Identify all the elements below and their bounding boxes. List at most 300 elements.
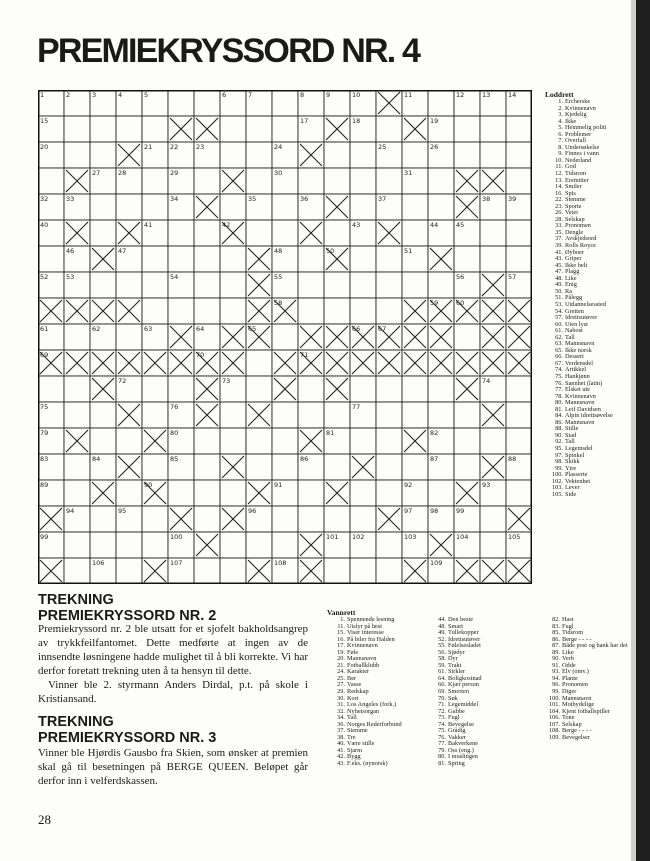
grid-cell[interactable]: [168, 376, 194, 402]
grid-cell[interactable]: [90, 116, 116, 142]
clue-text: Artikkel: [565, 366, 586, 374]
grid-cell[interactable]: [272, 506, 298, 532]
grid-cell[interactable]: [38, 116, 64, 142]
grid-cell[interactable]: [116, 506, 142, 532]
grid-cell[interactable]: [402, 246, 428, 272]
grid-cell[interactable]: [64, 454, 90, 480]
grid-cell[interactable]: [272, 480, 298, 506]
grid-cell[interactable]: [298, 246, 324, 272]
blocked-cell: [38, 350, 64, 376]
grid-cell[interactable]: [64, 324, 90, 350]
blocked-cell: [298, 558, 324, 584]
grid-cell[interactable]: [246, 532, 272, 558]
grid-cell[interactable]: [64, 480, 90, 506]
grid-cell[interactable]: [324, 220, 350, 246]
cell-number: 10: [352, 91, 361, 99]
grid-cell[interactable]: [194, 324, 220, 350]
grid-cell[interactable]: [480, 428, 506, 454]
grid-cell[interactable]: [402, 402, 428, 428]
clue-item: [545, 492, 613, 499]
grid-cell[interactable]: [376, 194, 402, 220]
grid-cell[interactable]: [90, 402, 116, 428]
grid-cell[interactable]: [506, 428, 532, 454]
grid-cell[interactable]: [116, 246, 142, 272]
grid-cell[interactable]: [220, 532, 246, 558]
grid-cell[interactable]: [480, 116, 506, 142]
grid-cell[interactable]: [350, 532, 376, 558]
grid-cell[interactable]: [272, 428, 298, 454]
grid-cell[interactable]: [64, 402, 90, 428]
grid-cell[interactable]: [298, 116, 324, 142]
grid-cell[interactable]: [90, 558, 116, 584]
grid-cell[interactable]: [298, 298, 324, 324]
clue-text: Legemsdel: [565, 444, 593, 452]
grid-cell[interactable]: [506, 142, 532, 168]
grid-cell[interactable]: [506, 376, 532, 402]
grid-cell[interactable]: [116, 480, 142, 506]
grid-cell[interactable]: [324, 454, 350, 480]
grid-cell[interactable]: [428, 402, 454, 428]
grid-cell[interactable]: [350, 480, 376, 506]
grid-cell[interactable]: [506, 168, 532, 194]
grid-cell[interactable]: [402, 454, 428, 480]
cell-number: 45: [456, 221, 465, 229]
grid-cell[interactable]: [376, 402, 402, 428]
grid-cell[interactable]: [142, 454, 168, 480]
grid-cell[interactable]: [38, 272, 64, 298]
grid-cell[interactable]: [194, 506, 220, 532]
grid-cell[interactable]: [168, 298, 194, 324]
grid-cell[interactable]: [142, 246, 168, 272]
grid-cell[interactable]: [142, 116, 168, 142]
grid-cell[interactable]: [324, 298, 350, 324]
cell-number: 101: [326, 533, 339, 541]
grid-cell[interactable]: [142, 376, 168, 402]
grid-cell[interactable]: [246, 220, 272, 246]
grid-cell[interactable]: [402, 220, 428, 246]
grid-cell[interactable]: [272, 168, 298, 194]
grid-cell[interactable]: [116, 428, 142, 454]
grid-cell[interactable]: [350, 168, 376, 194]
grid-cell[interactable]: [168, 246, 194, 272]
grid-cell[interactable]: [454, 142, 480, 168]
grid-cell[interactable]: [142, 324, 168, 350]
grid-cell[interactable]: [272, 116, 298, 142]
grid-cell[interactable]: [324, 428, 350, 454]
grid-cell[interactable]: [38, 194, 64, 220]
nr2-heading: [38, 593, 216, 624]
grid-cell[interactable]: [64, 272, 90, 298]
grid-cell[interactable]: [428, 506, 454, 532]
grid-cell[interactable]: [220, 402, 246, 428]
grid-cell[interactable]: [350, 558, 376, 584]
grid-cell[interactable]: [480, 246, 506, 272]
grid-cell[interactable]: [350, 90, 376, 116]
grid-cell[interactable]: [194, 454, 220, 480]
grid-cell[interactable]: [116, 194, 142, 220]
grid-cell[interactable]: [90, 324, 116, 350]
clue-item: [540, 735, 628, 742]
blocked-cell: [376, 220, 402, 246]
grid-cell[interactable]: [142, 90, 168, 116]
grid-cell[interactable]: [428, 168, 454, 194]
grid-cell[interactable]: [194, 142, 220, 168]
grid-cell[interactable]: [220, 272, 246, 298]
grid-cell[interactable]: [90, 428, 116, 454]
grid-cell[interactable]: [38, 376, 64, 402]
grid-cell[interactable]: [64, 506, 90, 532]
grid-cell[interactable]: [376, 376, 402, 402]
clue-number: 48.: [438, 622, 446, 630]
grid-cell[interactable]: [480, 480, 506, 506]
grid-cell[interactable]: [506, 194, 532, 220]
clue-number: 80.: [438, 753, 446, 761]
grid-cell[interactable]: [324, 402, 350, 428]
grid-cell[interactable]: [168, 142, 194, 168]
grid-cell[interactable]: [220, 142, 246, 168]
grid-cell[interactable]: [246, 194, 272, 220]
grid-cell[interactable]: [246, 428, 272, 454]
grid-cell[interactable]: [350, 428, 376, 454]
cell-number: 91: [274, 481, 283, 489]
grid-cell[interactable]: [298, 272, 324, 298]
grid-cell[interactable]: [64, 116, 90, 142]
grid-cell[interactable]: [220, 90, 246, 116]
grid-cell[interactable]: [168, 428, 194, 454]
grid-cell[interactable]: [428, 194, 454, 220]
grid-cell[interactable]: [506, 272, 532, 298]
grid-cell[interactable]: [454, 428, 480, 454]
grid-cell[interactable]: [376, 168, 402, 194]
grid-cell[interactable]: [90, 272, 116, 298]
grid-cell[interactable]: [350, 376, 376, 402]
grid-cell[interactable]: [376, 558, 402, 584]
cell-number: 64: [196, 325, 205, 333]
grid-cell[interactable]: [90, 194, 116, 220]
grid-cell[interactable]: [506, 90, 532, 116]
grid-cell[interactable]: [246, 506, 272, 532]
crossword-grid[interactable]: [38, 90, 532, 584]
grid-cell[interactable]: [324, 532, 350, 558]
grid-cell[interactable]: [64, 246, 90, 272]
clue-number: 28.: [555, 215, 563, 223]
grid-cell[interactable]: [220, 480, 246, 506]
grid-cell[interactable]: [142, 532, 168, 558]
clue-text: Berge - - - -: [562, 635, 592, 643]
grid-cell[interactable]: [142, 194, 168, 220]
grid-cell[interactable]: [454, 272, 480, 298]
grid-cell[interactable]: [168, 480, 194, 506]
grid-cell[interactable]: [376, 480, 402, 506]
grid-cell[interactable]: [506, 454, 532, 480]
grid-cell[interactable]: [454, 506, 480, 532]
grid-cell[interactable]: [116, 272, 142, 298]
grid-cell[interactable]: [90, 532, 116, 558]
grid-cell[interactable]: [90, 454, 116, 480]
grid-cell[interactable]: [480, 194, 506, 220]
grid-cell[interactable]: [298, 454, 324, 480]
grid-cell[interactable]: [116, 168, 142, 194]
grid-cell[interactable]: [272, 194, 298, 220]
grid-cell[interactable]: [298, 402, 324, 428]
grid-cell[interactable]: [506, 116, 532, 142]
grid-cell[interactable]: [376, 298, 402, 324]
grid-cell[interactable]: [168, 558, 194, 584]
grid-cell[interactable]: [64, 194, 90, 220]
grid-cell[interactable]: [142, 220, 168, 246]
grid-cell[interactable]: [220, 246, 246, 272]
nr3-heading-line1: TREKNING: [38, 714, 114, 730]
clue-text: Verb: [562, 655, 574, 663]
grid-cell[interactable]: [194, 428, 220, 454]
grid-cell[interactable]: [246, 350, 272, 376]
grid-cell[interactable]: [350, 116, 376, 142]
grid-cell[interactable]: [168, 194, 194, 220]
grid-cell[interactable]: [220, 298, 246, 324]
grid-cell[interactable]: [298, 168, 324, 194]
grid-cell[interactable]: [220, 428, 246, 454]
cell-number: 71: [300, 351, 309, 359]
grid-cell[interactable]: [428, 220, 454, 246]
grid-cell[interactable]: [38, 220, 64, 246]
grid-cell[interactable]: [246, 116, 272, 142]
grid-cell[interactable]: [168, 454, 194, 480]
grid-cell[interactable]: [168, 220, 194, 246]
grid-cell[interactable]: [350, 220, 376, 246]
blocked-cell: [298, 350, 324, 376]
grid-cell[interactable]: [402, 532, 428, 558]
grid-cell[interactable]: [272, 246, 298, 272]
grid-cell[interactable]: [428, 272, 454, 298]
grid-cell[interactable]: [194, 558, 220, 584]
grid-cell[interactable]: [402, 194, 428, 220]
grid-cell[interactable]: [402, 272, 428, 298]
clue-number: 103.: [551, 484, 563, 492]
blocked-cell: [454, 480, 480, 506]
grid-cell[interactable]: [194, 480, 220, 506]
clue-number: 21.: [337, 661, 345, 669]
grid-cell[interactable]: [480, 506, 506, 532]
cell-number: 65: [248, 325, 257, 333]
grid-cell[interactable]: [350, 142, 376, 168]
grid-cell[interactable]: [246, 376, 272, 402]
grid-cell[interactable]: [116, 558, 142, 584]
grid-cell[interactable]: [272, 454, 298, 480]
grid-cell[interactable]: [324, 168, 350, 194]
grid-cell[interactable]: [428, 376, 454, 402]
grid-cell[interactable]: [220, 194, 246, 220]
grid-cell[interactable]: [324, 142, 350, 168]
grid-cell[interactable]: [116, 324, 142, 350]
grid-cell[interactable]: [116, 116, 142, 142]
cell-number: 82: [430, 429, 439, 437]
grid-cell[interactable]: [454, 220, 480, 246]
grid-cell[interactable]: [428, 558, 454, 584]
grid-cell[interactable]: [506, 246, 532, 272]
grid-cell[interactable]: [480, 532, 506, 558]
cell-number: 4: [118, 91, 123, 99]
grid-cell[interactable]: [168, 402, 194, 428]
grid-cell[interactable]: [38, 324, 64, 350]
grid-cell[interactable]: [220, 558, 246, 584]
grid-cell[interactable]: [142, 142, 168, 168]
grid-cell[interactable]: [168, 532, 194, 558]
grid-cell[interactable]: [324, 272, 350, 298]
grid-cell[interactable]: [220, 376, 246, 402]
grid-cell[interactable]: [376, 428, 402, 454]
grid-cell[interactable]: [64, 532, 90, 558]
grid-cell[interactable]: [376, 532, 402, 558]
clue-number: 69.: [438, 688, 446, 696]
grid-cell[interactable]: [64, 376, 90, 402]
grid-cell[interactable]: [246, 454, 272, 480]
grid-cell[interactable]: [350, 246, 376, 272]
grid-cell[interactable]: [142, 506, 168, 532]
grid-cell[interactable]: [428, 116, 454, 142]
grid-cell[interactable]: [272, 324, 298, 350]
grid-cell[interactable]: [142, 402, 168, 428]
grid-cell[interactable]: [168, 168, 194, 194]
clue-number: 25.: [337, 674, 345, 682]
grid-cell[interactable]: [376, 454, 402, 480]
grid-cell[interactable]: [142, 272, 168, 298]
grid-cell[interactable]: [116, 532, 142, 558]
grid-cell[interactable]: [246, 142, 272, 168]
grid-cell[interactable]: [350, 272, 376, 298]
grid-cell[interactable]: [350, 402, 376, 428]
grid-cell[interactable]: [64, 90, 90, 116]
grid-cell[interactable]: [376, 272, 402, 298]
grid-cell[interactable]: [38, 402, 64, 428]
grid-cell[interactable]: [402, 480, 428, 506]
grid-cell[interactable]: [90, 220, 116, 246]
grid-cell[interactable]: [402, 90, 428, 116]
grid-cell[interactable]: [38, 168, 64, 194]
grid-cell[interactable]: [506, 402, 532, 428]
grid-cell[interactable]: [64, 142, 90, 168]
grid-cell[interactable]: [402, 376, 428, 402]
grid-cell[interactable]: [298, 376, 324, 402]
grid-cell[interactable]: [38, 454, 64, 480]
grid-cell[interactable]: [90, 506, 116, 532]
grid-cell[interactable]: [428, 90, 454, 116]
grid-cell[interactable]: [402, 168, 428, 194]
grid-cell[interactable]: [168, 90, 194, 116]
grid-cell[interactable]: [246, 90, 272, 116]
grid-cell[interactable]: [454, 454, 480, 480]
grid-cell[interactable]: [480, 90, 506, 116]
grid-cell[interactable]: [298, 194, 324, 220]
grid-cell[interactable]: [246, 168, 272, 194]
blocked-cell: [376, 90, 402, 116]
grid-cell[interactable]: [168, 272, 194, 298]
grid-cell[interactable]: [428, 142, 454, 168]
grid-cell[interactable]: [324, 558, 350, 584]
grid-cell[interactable]: [506, 220, 532, 246]
grid-cell[interactable]: [90, 168, 116, 194]
grid-cell[interactable]: [194, 246, 220, 272]
grid-cell[interactable]: [272, 142, 298, 168]
grid-cell[interactable]: [272, 220, 298, 246]
grid-cell[interactable]: [480, 220, 506, 246]
grid-cell[interactable]: [454, 246, 480, 272]
grid-cell[interactable]: [376, 116, 402, 142]
grid-cell[interactable]: [376, 246, 402, 272]
grid-cell[interactable]: [272, 532, 298, 558]
grid-cell[interactable]: [38, 142, 64, 168]
grid-cell[interactable]: [506, 532, 532, 558]
grid-cell[interactable]: [506, 480, 532, 506]
grid-cell[interactable]: [402, 142, 428, 168]
grid-cell[interactable]: [402, 506, 428, 532]
grid-cell[interactable]: [298, 90, 324, 116]
grid-cell[interactable]: [194, 90, 220, 116]
grid-cell[interactable]: [350, 298, 376, 324]
grid-cell[interactable]: [350, 506, 376, 532]
grid-cell[interactable]: [428, 454, 454, 480]
grid-cell[interactable]: [38, 532, 64, 558]
grid-cell[interactable]: [194, 168, 220, 194]
grid-cell[interactable]: [90, 142, 116, 168]
grid-cell[interactable]: [194, 272, 220, 298]
grid-cell[interactable]: [194, 220, 220, 246]
grid-cell[interactable]: [428, 428, 454, 454]
grid-cell[interactable]: [272, 90, 298, 116]
grid-cell[interactable]: [454, 402, 480, 428]
grid-cell[interactable]: [376, 142, 402, 168]
clue-text: Ber: [347, 674, 357, 682]
clue-text: Tre: [347, 733, 356, 741]
grid-cell[interactable]: [220, 116, 246, 142]
grid-cell[interactable]: [324, 90, 350, 116]
clue-number: 82.: [552, 616, 560, 623]
grid-cell[interactable]: [480, 142, 506, 168]
grid-cell[interactable]: [116, 90, 142, 116]
grid-cell[interactable]: [298, 480, 324, 506]
grid-cell[interactable]: [38, 246, 64, 272]
grid-cell[interactable]: [90, 90, 116, 116]
grid-cell[interactable]: [272, 558, 298, 584]
grid-cell[interactable]: [194, 298, 220, 324]
grid-cell[interactable]: [480, 376, 506, 402]
grid-cell[interactable]: [454, 90, 480, 116]
grid-cell[interactable]: [142, 168, 168, 194]
clue-text: Selskap: [562, 720, 582, 728]
grid-cell[interactable]: [38, 428, 64, 454]
grid-cell[interactable]: [38, 480, 64, 506]
grid-cell[interactable]: [272, 402, 298, 428]
grid-cell[interactable]: [298, 506, 324, 532]
grid-cell[interactable]: [64, 558, 90, 584]
clue-text: Fotballklubb: [347, 661, 380, 669]
cell-number: 70: [196, 351, 205, 359]
clue-number: 9.: [558, 150, 563, 158]
blocked-cell: [272, 298, 298, 324]
grid-cell[interactable]: [116, 376, 142, 402]
clue-number: 35.: [555, 228, 563, 236]
grid-cell[interactable]: [324, 506, 350, 532]
cell-number: 24: [274, 143, 283, 151]
grid-cell[interactable]: [428, 480, 454, 506]
grid-cell[interactable]: [142, 298, 168, 324]
cell-number: 2: [66, 91, 71, 99]
grid-cell[interactable]: [38, 90, 64, 116]
grid-cell[interactable]: [454, 532, 480, 558]
grid-cell[interactable]: [454, 324, 480, 350]
grid-cell[interactable]: [350, 194, 376, 220]
grid-cell[interactable]: [454, 116, 480, 142]
grid-cell[interactable]: [272, 272, 298, 298]
